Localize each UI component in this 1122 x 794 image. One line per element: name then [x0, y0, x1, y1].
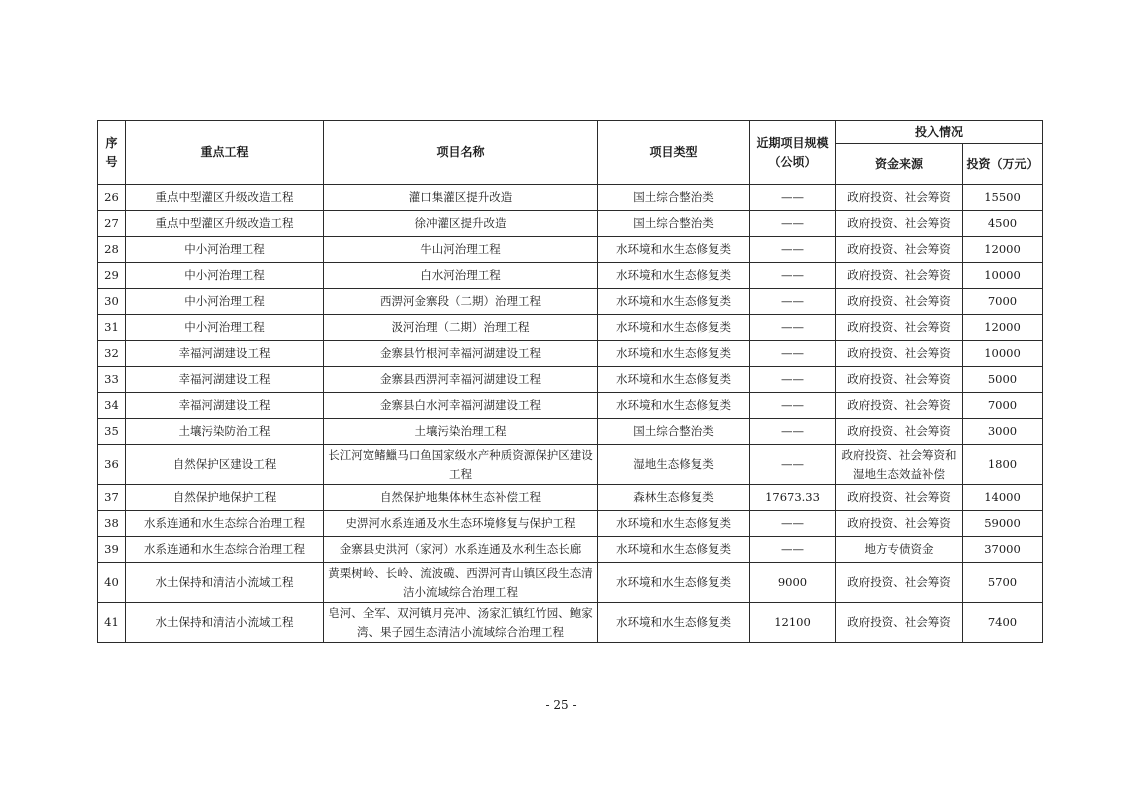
table-row	[98, 445, 1043, 485]
cell-seq: 31	[98, 315, 126, 341]
cell-seq: 29	[98, 263, 126, 289]
cell-key-project: 土壤污染防治工程	[126, 419, 324, 445]
header-fund-source: 资金来源	[836, 144, 963, 185]
cell-fund-source: 政府投资、社会筹资	[836, 485, 963, 511]
cell-scale: ——	[750, 511, 836, 537]
cell-project-name: 徐冲灌区提升改造	[324, 211, 598, 237]
cell-project-type: 湿地生态修复类	[598, 445, 750, 485]
cell-project-name: 土壤污染治理工程	[324, 419, 598, 445]
cell-investment: 7000	[963, 393, 1043, 419]
cell-fund-source: 政府投资、社会筹资	[836, 367, 963, 393]
cell-project-name: 金寨县史洪河（家河）水系连通及水利生态长廊	[324, 537, 598, 563]
cell-key-project: 中小河治理工程	[126, 237, 324, 263]
cell-scale: ——	[750, 289, 836, 315]
header-investment: 投资（万元）	[963, 144, 1043, 185]
cell-project-name: 灌口集灌区提升改造	[324, 185, 598, 211]
cell-project-type: 水环境和水生态修复类	[598, 341, 750, 367]
cell-project-name: 牛山河治理工程	[324, 237, 598, 263]
cell-seq: 30	[98, 289, 126, 315]
cell-scale: ——	[750, 315, 836, 341]
cell-scale: 12100	[750, 603, 836, 643]
cell-fund-source: 政府投资、社会筹资和湿地生态效益补偿	[836, 445, 963, 485]
cell-investment: 15500	[963, 185, 1043, 211]
cell-fund-source: 政府投资、社会筹资	[836, 185, 963, 211]
cell-scale: ——	[750, 237, 836, 263]
cell-project-type: 水环境和水生态修复类	[598, 511, 750, 537]
cell-project-type: 水环境和水生态修复类	[598, 603, 750, 643]
cell-seq: 37	[98, 485, 126, 511]
cell-fund-source: 政府投资、社会筹资	[836, 393, 963, 419]
cell-project-type: 国土综合整治类	[598, 419, 750, 445]
cell-fund-source: 政府投资、社会筹资	[836, 419, 963, 445]
cell-key-project: 重点中型灌区升级改造工程	[126, 211, 324, 237]
header-seq: 序号	[98, 121, 126, 185]
cell-seq: 33	[98, 367, 126, 393]
cell-fund-source: 政府投资、社会筹资	[836, 341, 963, 367]
cell-seq: 27	[98, 211, 126, 237]
cell-project-name: 西淠河金寨段（二期）治理工程	[324, 289, 598, 315]
cell-investment: 14000	[963, 485, 1043, 511]
header-row-1	[98, 121, 1043, 144]
cell-scale: ——	[750, 341, 836, 367]
cell-fund-source: 政府投资、社会筹资	[836, 211, 963, 237]
cell-seq: 39	[98, 537, 126, 563]
cell-seq: 26	[98, 185, 126, 211]
table-row	[98, 315, 1043, 341]
cell-fund-source: 政府投资、社会筹资	[836, 315, 963, 341]
cell-fund-source: 政府投资、社会筹资	[836, 511, 963, 537]
cell-scale: ——	[750, 393, 836, 419]
cell-project-name: 自然保护地集体林生态补偿工程	[324, 485, 598, 511]
cell-project-name: 黄栗树岭、长岭、流波𬒗、西淠河青山镇区段生态清洁小流域综合治理工程	[324, 563, 598, 603]
cell-investment: 5000	[963, 367, 1043, 393]
cell-seq: 38	[98, 511, 126, 537]
cell-key-project: 幸福河湖建设工程	[126, 393, 324, 419]
cell-scale: ——	[750, 211, 836, 237]
cell-fund-source: 政府投资、社会筹资	[836, 603, 963, 643]
cell-project-type: 水环境和水生态修复类	[598, 367, 750, 393]
cell-seq: 36	[98, 445, 126, 485]
cell-seq: 40	[98, 563, 126, 603]
cell-project-type: 水环境和水生态修复类	[598, 563, 750, 603]
cell-investment: 1800	[963, 445, 1043, 485]
cell-project-type: 国土综合整治类	[598, 211, 750, 237]
cell-project-name: 金寨县西淠河幸福河湖建设工程	[324, 367, 598, 393]
cell-key-project: 自然保护地保护工程	[126, 485, 324, 511]
header-project-name: 项目名称	[324, 121, 598, 185]
cell-key-project: 幸福河湖建设工程	[126, 341, 324, 367]
cell-key-project: 中小河治理工程	[126, 315, 324, 341]
cell-seq: 41	[98, 603, 126, 643]
cell-scale: ——	[750, 537, 836, 563]
cell-investment: 12000	[963, 315, 1043, 341]
cell-project-name: 史淠河水系连通及水生态环境修复与保护工程	[324, 511, 598, 537]
cell-project-name: 金寨县竹根河幸福河湖建设工程	[324, 341, 598, 367]
cell-project-type: 水环境和水生态修复类	[598, 393, 750, 419]
cell-scale: ——	[750, 185, 836, 211]
cell-fund-source: 政府投资、社会筹资	[836, 263, 963, 289]
cell-key-project: 中小河治理工程	[126, 289, 324, 315]
cell-investment: 10000	[963, 341, 1043, 367]
table-row	[98, 237, 1043, 263]
table-row	[98, 263, 1043, 289]
cell-key-project: 水土保持和清洁小流域工程	[126, 563, 324, 603]
table-row	[98, 341, 1043, 367]
cell-investment: 3000	[963, 419, 1043, 445]
table-row	[98, 185, 1043, 211]
table-row	[98, 211, 1043, 237]
table-row	[98, 393, 1043, 419]
cell-scale: 9000	[750, 563, 836, 603]
table-row	[98, 485, 1043, 511]
cell-project-name: 汲河治理（二期）治理工程	[324, 315, 598, 341]
cell-seq: 28	[98, 237, 126, 263]
cell-fund-source: 政府投资、社会筹资	[836, 563, 963, 603]
table-row	[98, 603, 1043, 643]
cell-seq: 35	[98, 419, 126, 445]
cell-key-project: 自然保护区建设工程	[126, 445, 324, 485]
table-row	[98, 367, 1043, 393]
cell-scale: ——	[750, 263, 836, 289]
header-investment-group: 投入情况	[836, 121, 1043, 144]
cell-scale: ——	[750, 445, 836, 485]
cell-project-type: 国土综合整治类	[598, 185, 750, 211]
cell-fund-source: 地方专债资金	[836, 537, 963, 563]
cell-key-project: 中小河治理工程	[126, 263, 324, 289]
table-row	[98, 511, 1043, 537]
table-body	[98, 185, 1043, 643]
cell-investment: 4500	[963, 211, 1043, 237]
cell-investment: 5700	[963, 563, 1043, 603]
table-row	[98, 563, 1043, 603]
cell-investment: 59000	[963, 511, 1043, 537]
cell-project-name: 金寨县白水河幸福河湖建设工程	[324, 393, 598, 419]
cell-project-type: 水环境和水生态修复类	[598, 315, 750, 341]
cell-key-project: 水土保持和清洁小流域工程	[126, 603, 324, 643]
cell-project-type: 森林生态修复类	[598, 485, 750, 511]
cell-investment: 10000	[963, 263, 1043, 289]
cell-scale: 17673.33	[750, 485, 836, 511]
cell-investment: 37000	[963, 537, 1043, 563]
cell-project-name: 长江河宽鳍鱲马口鱼国家级水产种质资源保护区建设工程	[324, 445, 598, 485]
page-number: - 25 -	[545, 698, 577, 712]
cell-fund-source: 政府投资、社会筹资	[836, 237, 963, 263]
cell-project-type: 水环境和水生态修复类	[598, 237, 750, 263]
cell-investment: 7400	[963, 603, 1043, 643]
cell-seq: 32	[98, 341, 126, 367]
cell-project-name: 白水河治理工程	[324, 263, 598, 289]
table-row	[98, 289, 1043, 315]
header-scale: 近期项目规模（公顷）	[750, 121, 836, 185]
cell-key-project: 水系连通和水生态综合治理工程	[126, 511, 324, 537]
header-project-type: 项目类型	[598, 121, 750, 185]
cell-key-project: 重点中型灌区升级改造工程	[126, 185, 324, 211]
cell-key-project: 幸福河湖建设工程	[126, 367, 324, 393]
cell-scale: ——	[750, 367, 836, 393]
project-table	[97, 120, 1043, 643]
table-header	[98, 121, 1043, 185]
table-row	[98, 419, 1043, 445]
cell-scale: ——	[750, 419, 836, 445]
cell-project-type: 水环境和水生态修复类	[598, 263, 750, 289]
cell-project-name: 皂河、全军、双河镇月亮冲、汤家汇镇红竹园、鲍家湾、果子园生态清洁小流域综合治理工程	[324, 603, 598, 643]
table-row	[98, 537, 1043, 563]
cell-project-type: 水环境和水生态修复类	[598, 537, 750, 563]
cell-investment: 12000	[963, 237, 1043, 263]
cell-seq: 34	[98, 393, 126, 419]
cell-fund-source: 政府投资、社会筹资	[836, 289, 963, 315]
header-key-project: 重点工程	[126, 121, 324, 185]
cell-key-project: 水系连通和水生态综合治理工程	[126, 537, 324, 563]
cell-investment: 7000	[963, 289, 1043, 315]
cell-project-type: 水环境和水生态修复类	[598, 289, 750, 315]
